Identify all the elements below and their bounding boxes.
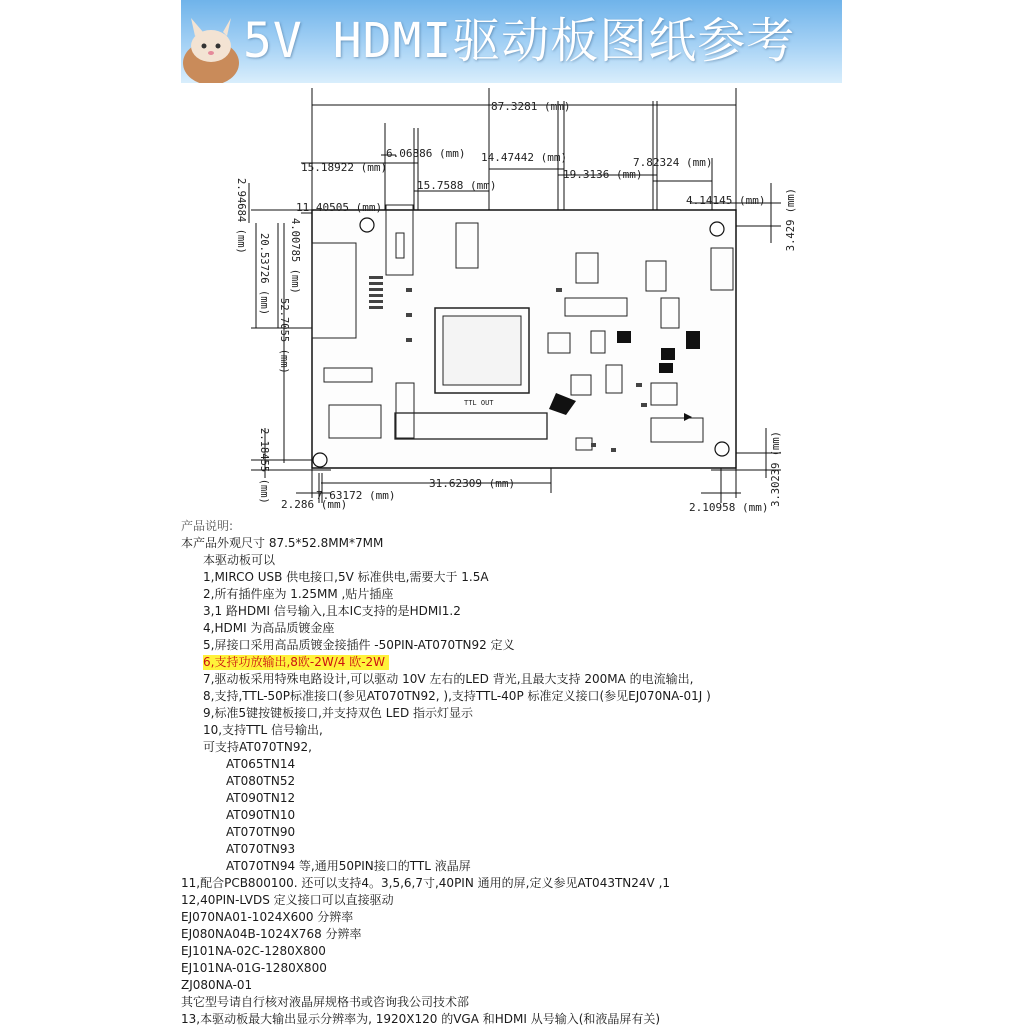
tail-line: EJ080NA04B-1024X768 分辨率 <box>181 927 362 941</box>
dim-2-10958: 2.10958 (mm) <box>689 501 769 514</box>
feature-item: 2,所有插件座为 1.25MM ,贴片插座 <box>203 587 394 601</box>
feature-item-highlighted <box>181 654 841 671</box>
dim-6-06886: 6.06886 (mm) <box>386 147 466 160</box>
feature-item: 9,标准5键按键板接口,并支持双色 LED 指示灯显示 <box>203 706 474 720</box>
dim-3-429: 3.429 (mm) <box>785 188 797 252</box>
intro-line: 本驱动板可以 <box>203 553 276 567</box>
banner-title: 5V HDMI驱动板图纸参考 <box>243 13 796 69</box>
dim-31-62309: 31.62309 (mm) <box>429 477 516 490</box>
model-item: AT080TN52 <box>226 774 296 788</box>
dim-2-18455: 2.18455 (mm) <box>258 428 270 504</box>
dim-11-40505: 11.40505 (mm) <box>296 201 383 214</box>
tail-line: 13,本驱动板最大输出显示分辨率为, 1920X120 的VGA 和HDMI 从号输入(和液晶屏有关) <box>181 1012 661 1026</box>
dim-7-82324: 7.82324 (mm) <box>633 156 713 169</box>
dim-2-286: 2.286 (mm) <box>281 498 348 511</box>
board-drawing <box>181 83 842 515</box>
dim-15-18922: 15.18922 (mm) <box>301 161 388 174</box>
dim-7-63172: 7.63172 (mm) <box>316 489 396 502</box>
tail-line: EJ070NA01-1024X600 分辨率 <box>181 910 354 924</box>
feature-item: 7,驱动板采用特殊电路设计,可以驱动 10V 左右的LED 背光,且最大支持 200MA 的电流输出, <box>203 672 694 686</box>
model-item: AT070TN93 <box>226 842 296 856</box>
dim-3-30239: 3.30239 (mm) <box>770 431 782 507</box>
model-item: AT070TN94 等,通用50PIN接口的TTL 液晶屏 <box>226 859 471 873</box>
dim-width-total: 87.3281 (mm) <box>491 100 571 113</box>
tail-line: 12,40PIN-LVDS 定义接口可以直接驱动 <box>181 893 394 907</box>
dim-14-47442: 14.47442 (mm) <box>481 151 568 164</box>
dim-15-7588: 15.7588 (mm) <box>417 179 497 192</box>
pcb-dimension-drawing <box>181 83 842 515</box>
feature-item: 10,支持TTL 信号输出, <box>203 723 323 737</box>
feature-item: 1,MIRCO USB 供电接口,5V 标准供电,需要大于 1.5A <box>203 570 489 584</box>
tail-line: 11,配合PCB800100. 还可以支持4。3,5,6,7寸,40PIN 通用的屏,定义参见AT043TN24V ,1 <box>181 876 671 890</box>
tail-line: ZJ080NA-01 <box>181 978 253 992</box>
tail-line: EJ101NA-01G-1280X800 <box>181 961 327 975</box>
model-item: AT070TN90 <box>226 825 296 839</box>
dim-52-7055: 52.7055 (mm) <box>278 298 290 374</box>
model-item: AT090TN12 <box>226 791 296 805</box>
dim-4-00785: 4.00785 (mm) <box>289 218 301 294</box>
title-banner <box>181 0 842 83</box>
board-ttl-out-label: TTL OUT <box>464 399 494 407</box>
tail-line: 其它型号请自行核对液晶屏规格书或咨询我公司技术部 <box>181 995 470 1009</box>
model-item: AT065TN14 <box>226 757 296 771</box>
model-item: AT090TN10 <box>226 808 296 822</box>
dim-19-3136: 19.3136 (mm) <box>563 168 643 181</box>
size-line: 本产品外观尺寸 87.5*52.8MM*7MM <box>181 536 384 550</box>
feature-item: 4,HDMI 为高品质镀金座 <box>203 621 335 635</box>
highlight-text: 6,支持功放输出,8欧-2W/4 欧-2W <box>203 655 389 670</box>
dim-2-94684: 2.94684 (mm) <box>235 178 247 254</box>
mascot-icon <box>181 8 241 83</box>
feature-item: 5,屏接口采用高品质镀金接插件 -50PIN-AT070TN92 定义 <box>203 638 515 652</box>
feature-item: 可支持AT070TN92, <box>203 740 312 754</box>
dim-4-14145: 4.14145 (mm) <box>686 194 766 207</box>
feature-item: 8,支持,TTL-50P标准接口(参见AT070TN92, ),支持TTL-40P 标准定义接口(参见EJ070NA-01J ) <box>203 689 711 703</box>
description-heading: 产品说明: <box>181 519 234 533</box>
tail-line: EJ101NA-02C-1280X800 <box>181 944 326 958</box>
feature-item: 3,1 路HDMI 信号输入,且本IC支持的是HDMI1.2 <box>203 604 461 618</box>
product-description <box>181 518 841 1028</box>
dim-20-53726: 20.53726 (mm) <box>258 233 270 316</box>
